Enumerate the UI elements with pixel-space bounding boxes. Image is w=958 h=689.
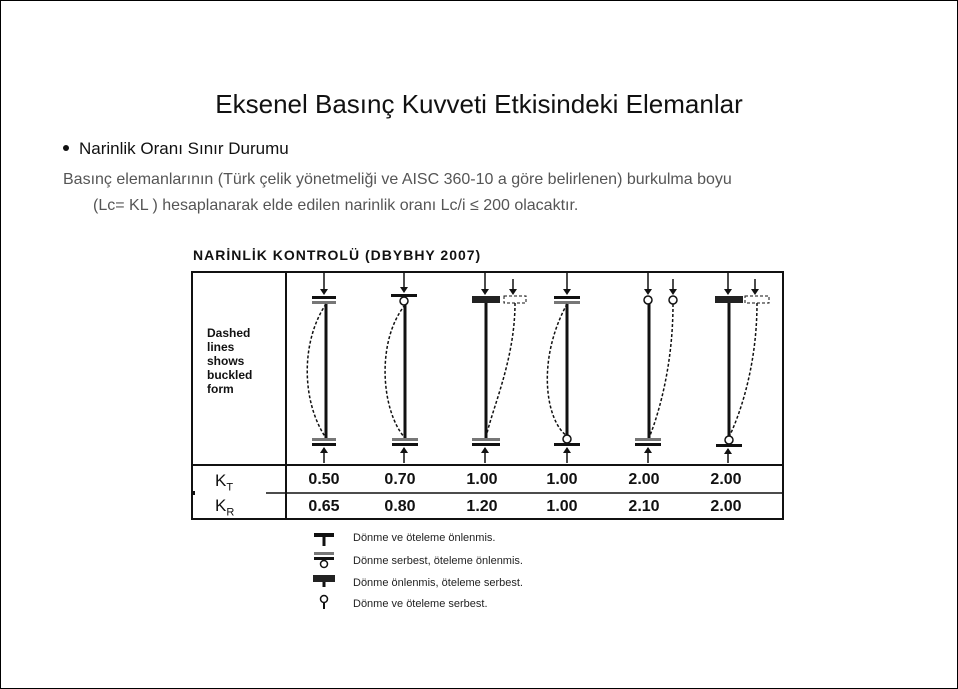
kt-value-2: 0.70: [384, 471, 416, 488]
legend-symbol-fixed-sway: [313, 575, 335, 587]
column-case-2: [385, 273, 418, 463]
legend-symbol-fixed: [314, 533, 334, 546]
column-case-5: [635, 273, 677, 463]
bullet-item: [63, 139, 289, 159]
kt-value-1: 0.50: [308, 471, 340, 488]
paragraph-line-2: (Lc= KL ) hesaplanarak elde edilen narinlik oranı Lc/i ≤ 200 olacaktır.: [93, 197, 579, 214]
kr-value-6: 2.00: [710, 498, 742, 515]
legend-item-4: Dönme ve öteleme serbest.: [353, 598, 488, 610]
column-case-3: [472, 273, 526, 463]
kt-value-6: 2.00: [710, 471, 742, 488]
figure-note: Dashed lines shows buckled form: [207, 326, 253, 396]
column-case-6: [715, 273, 769, 463]
kr-value-2: 0.80: [384, 498, 416, 515]
kr-value-3: 1.20: [466, 498, 498, 515]
kt-value-3: 1.00: [466, 471, 498, 488]
kr-value-5: 2.10: [628, 498, 660, 515]
kr-value-4: 1.00: [546, 498, 578, 515]
legend-item-1: Dönme ve öteleme önlenmis.: [353, 532, 496, 544]
figure-title: NARİNLİK KONTROLÜ (DBYBHY 2007): [193, 247, 482, 263]
legend-symbol-pinned-restrained: [314, 552, 334, 568]
legend-symbol-free: [321, 596, 328, 610]
column-case-4: [547, 273, 580, 463]
paragraph-line-1: Basınç elemanlarının (Türk çelik yönetmeliği ve AISC 360-10 a göre belirlenen) burkulma boyu: [63, 171, 732, 188]
legend-item-3: Dönme önlenmis, öteleme serbest.: [353, 577, 523, 589]
bullet-dot-icon: [63, 145, 69, 151]
kt-value-4: 1.00: [546, 471, 578, 488]
kt-label: $K_T$: [215, 471, 234, 494]
kr-value-1: 0.65: [308, 498, 340, 515]
kr-label: $K_R$: [215, 496, 235, 519]
column-case-1: [307, 273, 336, 463]
legend-item-2: Dönme serbest, öteleme önlenmis.: [353, 555, 523, 567]
bullet-text: Narinlik Oranı Sınır Durumu: [79, 139, 289, 158]
slide-title: Eksenel Basınç Kuvveti Etkisindeki Elemanlar: [215, 89, 743, 119]
kt-value-5: 2.00: [628, 471, 660, 488]
